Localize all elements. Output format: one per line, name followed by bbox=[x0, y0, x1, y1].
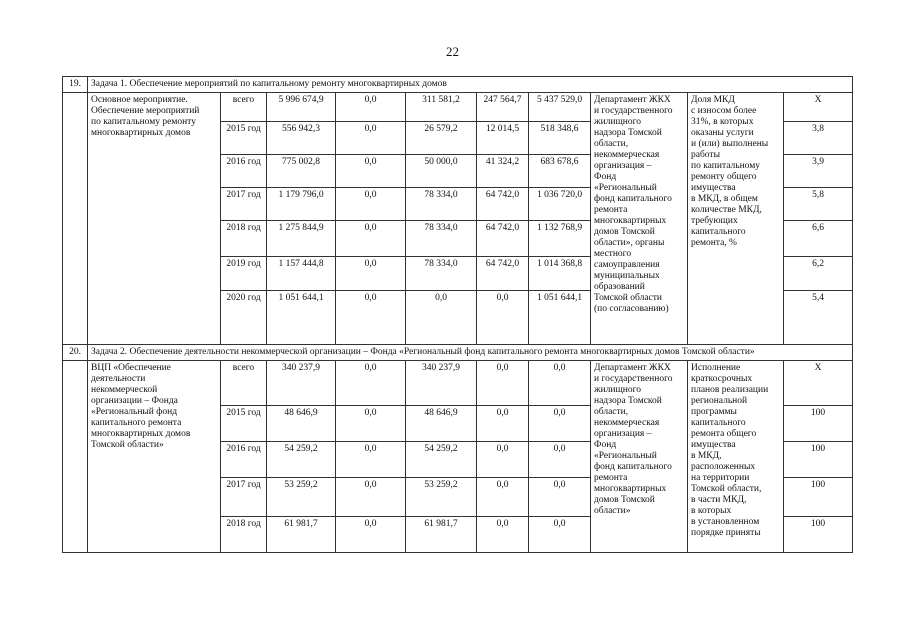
period-cell: 2019 год bbox=[221, 257, 267, 291]
federal-cell: 0,0 bbox=[336, 122, 406, 155]
local-cell: 0,0 bbox=[477, 442, 529, 478]
value-cell: 100 bbox=[784, 478, 853, 517]
period-cell: 2017 год bbox=[221, 478, 267, 517]
regional-cell: 50 000,0 bbox=[406, 155, 477, 188]
total-cell: 556 942,3 bbox=[267, 122, 336, 155]
other-cell: 1 132 768,9 bbox=[529, 221, 591, 257]
row-index-empty bbox=[63, 361, 88, 553]
other-cell: 0,0 bbox=[529, 406, 591, 442]
total-cell: 1 157 444,8 bbox=[267, 257, 336, 291]
task-row bbox=[63, 77, 853, 93]
local-cell: 64 742,0 bbox=[477, 257, 529, 291]
federal-cell: 0,0 bbox=[336, 257, 406, 291]
period-cell: 2017 год bbox=[221, 188, 267, 221]
local-cell: 0,0 bbox=[477, 517, 529, 553]
value-cell: 3,8 bbox=[784, 122, 853, 155]
federal-cell: 0,0 bbox=[336, 221, 406, 257]
federal-cell: 0,0 bbox=[336, 93, 406, 122]
other-cell: 1 036 720,0 bbox=[529, 188, 591, 221]
federal-cell: 0,0 bbox=[336, 291, 406, 345]
other-cell: 0,0 bbox=[529, 478, 591, 517]
period-cell: 2016 год bbox=[221, 442, 267, 478]
total-cell: 1 051 644,1 bbox=[267, 291, 336, 345]
row-index: 19. bbox=[63, 77, 88, 93]
period-cell: всего bbox=[221, 361, 267, 406]
other-cell: 518 348,6 bbox=[529, 122, 591, 155]
value-cell: 5,8 bbox=[784, 188, 853, 221]
value-cell: X bbox=[784, 93, 853, 122]
federal-cell: 0,0 bbox=[336, 361, 406, 406]
task-row bbox=[63, 345, 853, 361]
other-cell: 1 014 368,8 bbox=[529, 257, 591, 291]
local-cell: 64 742,0 bbox=[477, 188, 529, 221]
regional-cell: 78 334,0 bbox=[406, 221, 477, 257]
value-cell: X bbox=[784, 361, 853, 406]
other-cell: 5 437 529,0 bbox=[529, 93, 591, 122]
total-cell: 53 259,2 bbox=[267, 478, 336, 517]
page-number: 22 bbox=[446, 44, 459, 59]
program-table bbox=[62, 76, 853, 553]
executor-cell: Департамент ЖКХ и государственного жилищного надзора Томской области, некоммерческая организация – Фонд «Региональный фонд капитального ремонта многоквартирных домов Томской области», органы местного самоуправления муниципальных образований Томской области (по согласованию) bbox=[591, 93, 688, 345]
local-cell: 12 014,5 bbox=[477, 122, 529, 155]
executor-cell: Департамент ЖКХ и государственного жилищного надзора Томской области, некоммерческая организация – Фонд «Региональный фонд капитального ремонта многоквартирных домов Томской области» bbox=[591, 361, 688, 553]
federal-cell: 0,0 bbox=[336, 517, 406, 553]
period-cell: 2018 год bbox=[221, 517, 267, 553]
regional-cell: 54 259,2 bbox=[406, 442, 477, 478]
total-cell: 775 002,8 bbox=[267, 155, 336, 188]
activity-name: Основное мероприятие. Обеспечение мероприятий по капитальному ремонту многоквартирных домов bbox=[88, 93, 221, 345]
row-index: 20. bbox=[63, 345, 88, 361]
total-cell: 340 237,9 bbox=[267, 361, 336, 406]
total-cell: 54 259,2 bbox=[267, 442, 336, 478]
total-cell: 1 179 796,0 bbox=[267, 188, 336, 221]
indicator-cell: Доля МКД с износом более 31%, в которых оказаны услуги и (или) выполнены работы по капитальному ремонту общего имущества в МКД, в общем количестве МКД, требующих капитального ремонта, % bbox=[688, 93, 784, 345]
table-row bbox=[63, 361, 853, 406]
federal-cell: 0,0 bbox=[336, 406, 406, 442]
local-cell: 41 324,2 bbox=[477, 155, 529, 188]
local-cell: 0,0 bbox=[477, 291, 529, 345]
table-row bbox=[63, 93, 853, 122]
regional-cell: 61 981,7 bbox=[406, 517, 477, 553]
row-index-empty bbox=[63, 93, 88, 345]
value-cell: 100 bbox=[784, 442, 853, 478]
other-cell: 0,0 bbox=[529, 361, 591, 406]
federal-cell: 0,0 bbox=[336, 155, 406, 188]
total-cell: 48 646,9 bbox=[267, 406, 336, 442]
total-cell: 61 981,7 bbox=[267, 517, 336, 553]
federal-cell: 0,0 bbox=[336, 442, 406, 478]
indicator-cell: Исполнение краткосрочных планов реализации региональной программы капитального ремонта общего имущества в МКД, расположенных на территории Томской области, в части МКД, в которых в установленном порядке приняты bbox=[688, 361, 784, 553]
regional-cell: 53 259,2 bbox=[406, 478, 477, 517]
value-cell: 5,4 bbox=[784, 291, 853, 345]
period-cell: 2015 год bbox=[221, 406, 267, 442]
task-title: Задача 2. Обеспечение деятельности некоммерческой организации – Фонда «Региональный фонд капитального ремонта многоквартирных домов Томской области» bbox=[88, 345, 853, 361]
section-1 bbox=[63, 77, 853, 345]
period-cell: всего bbox=[221, 93, 267, 122]
period-cell: 2015 год bbox=[221, 122, 267, 155]
regional-cell: 78 334,0 bbox=[406, 257, 477, 291]
local-cell: 64 742,0 bbox=[477, 221, 529, 257]
regional-cell: 340 237,9 bbox=[406, 361, 477, 406]
period-cell: 2020 год bbox=[221, 291, 267, 345]
regional-cell: 78 334,0 bbox=[406, 188, 477, 221]
value-cell: 6,6 bbox=[784, 221, 853, 257]
federal-cell: 0,0 bbox=[336, 478, 406, 517]
regional-cell: 48 646,9 bbox=[406, 406, 477, 442]
other-cell: 0,0 bbox=[529, 517, 591, 553]
other-cell: 683 678,6 bbox=[529, 155, 591, 188]
value-cell: 3,9 bbox=[784, 155, 853, 188]
total-cell: 1 275 844,9 bbox=[267, 221, 336, 257]
activity-name: ВЦП «Обеспечение деятельности некоммерческой организации – Фонда «Региональный фонд капитального ремонта многоквартирных домов Томской области» bbox=[88, 361, 221, 553]
federal-cell: 0,0 bbox=[336, 188, 406, 221]
regional-cell: 0,0 bbox=[406, 291, 477, 345]
regional-cell: 26 579,2 bbox=[406, 122, 477, 155]
local-cell: 0,0 bbox=[477, 361, 529, 406]
value-cell: 100 bbox=[784, 406, 853, 442]
value-cell: 6,2 bbox=[784, 257, 853, 291]
task-title: Задача 1. Обеспечение мероприятий по капитальному ремонту многоквартирных домов bbox=[88, 77, 853, 93]
other-cell: 1 051 644,1 bbox=[529, 291, 591, 345]
local-cell: 0,0 bbox=[477, 406, 529, 442]
section-2 bbox=[63, 345, 853, 553]
local-cell: 0,0 bbox=[477, 478, 529, 517]
total-cell: 5 996 674,9 bbox=[267, 93, 336, 122]
regional-cell: 311 581,2 bbox=[406, 93, 477, 122]
other-cell: 0,0 bbox=[529, 442, 591, 478]
value-cell: 100 bbox=[784, 517, 853, 553]
local-cell: 247 564,7 bbox=[477, 93, 529, 122]
period-cell: 2016 год bbox=[221, 155, 267, 188]
period-cell: 2018 год bbox=[221, 221, 267, 257]
